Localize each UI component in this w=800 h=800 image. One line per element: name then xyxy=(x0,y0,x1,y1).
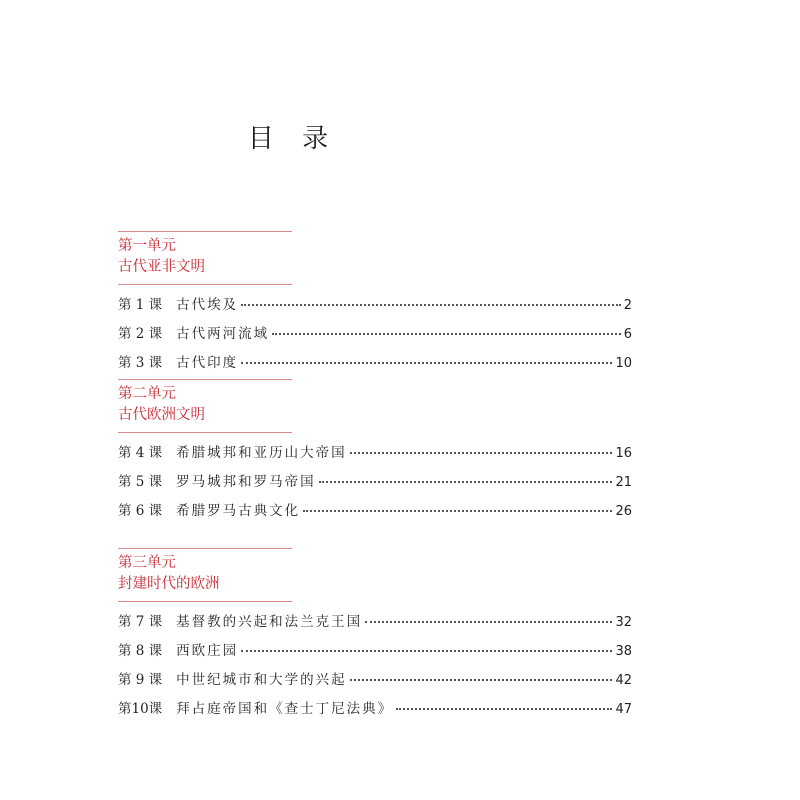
page-number: 6 xyxy=(623,327,632,342)
lesson-number: 第 4 课 xyxy=(118,445,163,461)
page-number: 26 xyxy=(615,504,632,519)
lesson-number: 第 3 课 xyxy=(118,355,163,371)
page-number: 16 xyxy=(615,446,632,461)
unit-name: 封建时代的欧洲 xyxy=(118,576,220,592)
unit-top-rule xyxy=(118,548,292,549)
unit-name: 古代欧洲文明 xyxy=(118,407,205,423)
unit-1 xyxy=(118,231,632,380)
unit-bottom-rule xyxy=(118,601,292,602)
toc-entry[interactable] xyxy=(118,639,632,668)
page-number: 10 xyxy=(615,356,632,371)
toc-entry[interactable] xyxy=(118,470,632,499)
dot-leader xyxy=(272,332,621,335)
dot-leader xyxy=(365,620,612,623)
dot-leader xyxy=(319,480,613,483)
lesson-title: 古代两河流域 xyxy=(176,326,270,342)
lesson-number: 第 6 课 xyxy=(118,503,163,519)
unit-bottom-rule xyxy=(118,432,292,433)
dot-leader xyxy=(241,649,612,652)
lesson-title: 基督教的兴起和法兰克王国 xyxy=(176,614,363,630)
dot-leader xyxy=(350,678,613,681)
dot-leader xyxy=(241,303,621,306)
unit-top-rule xyxy=(118,379,292,380)
dot-leader xyxy=(303,509,612,512)
page-number: 32 xyxy=(615,615,632,630)
page-number: 42 xyxy=(615,673,632,688)
unit-3 xyxy=(118,548,632,726)
toc-entry[interactable] xyxy=(118,610,632,639)
unit-2 xyxy=(118,379,632,528)
lesson-title: 希腊城邦和亚历山大帝国 xyxy=(176,445,347,461)
toc-entry[interactable] xyxy=(118,322,632,351)
lesson-title: 古代埃及 xyxy=(176,297,239,313)
lesson-list xyxy=(118,610,632,726)
unit-heading xyxy=(118,236,632,278)
page-number: 47 xyxy=(615,702,632,717)
toc-entry[interactable] xyxy=(118,668,632,697)
lesson-title: 中世纪城市和大学的兴起 xyxy=(176,672,347,688)
lesson-list xyxy=(118,441,632,528)
dot-leader xyxy=(241,361,612,364)
lesson-number: 第 2 课 xyxy=(118,326,163,342)
toc-entry[interactable] xyxy=(118,499,632,528)
lesson-number: 第 5 课 xyxy=(118,474,163,490)
unit-label: 第二单元 xyxy=(118,386,176,402)
page-number: 2 xyxy=(623,298,632,313)
lesson-title: 希腊罗马古典文化 xyxy=(176,503,301,519)
toc-entry[interactable] xyxy=(118,293,632,322)
lesson-title: 古代印度 xyxy=(176,355,239,371)
unit-name: 古代亚非文明 xyxy=(118,259,205,275)
page-title: 目 录 xyxy=(247,124,339,154)
toc-entry[interactable] xyxy=(118,441,632,470)
dot-leader xyxy=(350,451,613,454)
lesson-number: 第 9 课 xyxy=(118,672,163,688)
page-number: 21 xyxy=(615,475,632,490)
unit-heading xyxy=(118,553,632,595)
unit-bottom-rule xyxy=(118,284,292,285)
page-number: 38 xyxy=(615,644,632,659)
lesson-title: 拜占庭帝国和《查士丁尼法典》 xyxy=(176,701,394,717)
unit-heading xyxy=(118,384,632,426)
unit-label: 第一单元 xyxy=(118,238,176,254)
lesson-title: 西欧庄园 xyxy=(176,643,239,659)
lesson-number: 第 7 课 xyxy=(118,614,163,630)
lesson-number: 第 1 课 xyxy=(118,297,163,313)
dot-leader xyxy=(396,707,612,710)
toc-entry[interactable] xyxy=(118,351,632,380)
lesson-title: 罗马城邦和罗马帝国 xyxy=(176,474,316,490)
unit-label: 第三单元 xyxy=(118,555,176,571)
lesson-number: 第10课 xyxy=(118,701,163,717)
lesson-list xyxy=(118,293,632,380)
toc-entry[interactable] xyxy=(118,697,632,726)
lesson-number: 第 8 课 xyxy=(118,643,163,659)
unit-top-rule xyxy=(118,231,292,232)
